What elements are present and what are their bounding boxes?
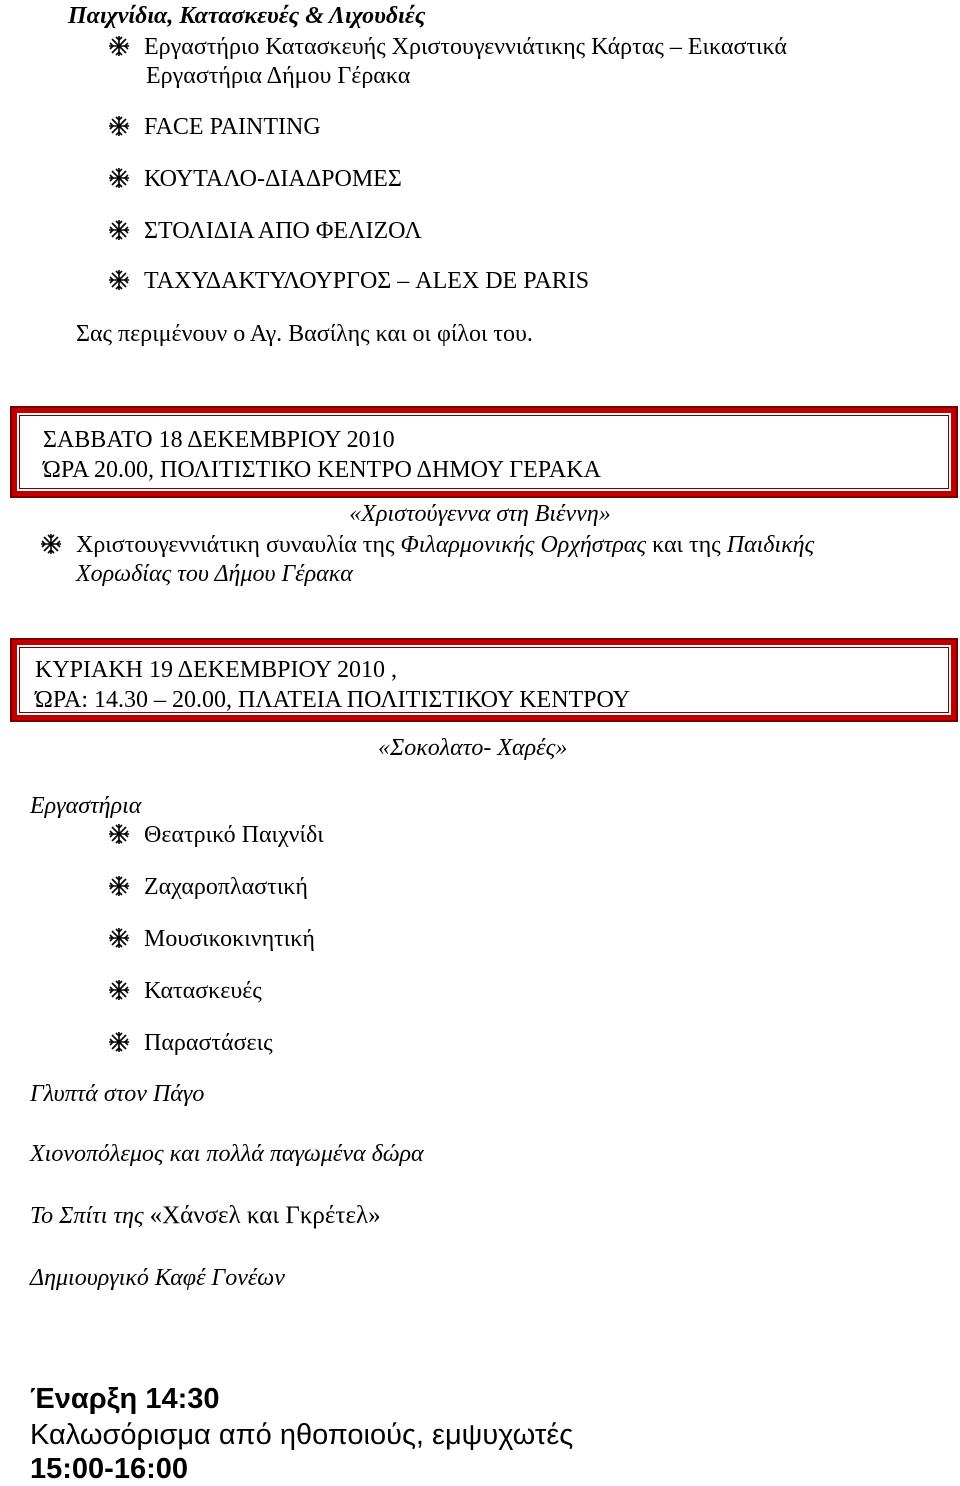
house-heading-title: «Χάνσελ και Γκρέτελ» (149, 1202, 381, 1229)
event-time-place: ΏΡΑ: 14.30 – 20.00, ΠΛΑΤΕΙΑ ΠΟΛΙΤΙΣΤΙΚΟΥ ΚΕΝΤΡΟΥ (35, 687, 630, 713)
workshop-item: Κατασκευές (144, 978, 262, 1004)
snowflake-icon (108, 35, 130, 57)
welcome-text: Καλωσόρισμα από ηθοποιούς, εμψυχωτές (30, 1419, 574, 1451)
workshop-item: Θεατρικό Παιχνίδι (144, 822, 324, 848)
list-item (108, 112, 321, 141)
snowflake-icon (108, 979, 130, 1001)
bullet-text: ΣΤΟΛΙΔΙΑ ΑΠΟ ΦΕΛΙΖΟΛ (144, 218, 422, 244)
snowflake-icon (108, 219, 130, 241)
orchestra-name: Φιλαρμονικής Ορχήστρας (400, 532, 647, 558)
snowflake-icon (108, 269, 130, 291)
bullet-text: ΚΟΥΤΑΛΟ-ΔΙΑΔΡΟΜΕΣ (144, 166, 402, 192)
bullet-text-continuation: Εργαστήρια Δήμου Γέρακα (146, 63, 411, 89)
event-date: ΚΥΡΙΑΚΗ 19 ΔΕΚΕΜΒΡΙΟΥ 2010 , (35, 657, 398, 683)
event-title: «Χριστούγεννα στη Βιέννη» (349, 501, 611, 527)
snowflake-icon (40, 533, 62, 555)
workshop-item: Μουσικοκινητική (144, 926, 315, 952)
choir-name: Παιδικής (726, 532, 815, 558)
list-item (108, 164, 402, 193)
house-heading (30, 1202, 381, 1230)
choir-name-continuation: Χορωδίας του Δήμου Γέρακα (76, 561, 353, 587)
snowflake-icon (108, 927, 130, 949)
list-item (108, 924, 315, 953)
workshops-heading: Εργαστήρια (30, 793, 142, 819)
list-item (108, 32, 934, 61)
snowball-heading: Χιονοπόλεμος και πολλά παγωμένα δώρα (30, 1141, 424, 1167)
event-description-join: και της (646, 532, 727, 558)
list-item (108, 872, 308, 901)
snowflake-icon (108, 1031, 130, 1053)
workshop-item: Παραστάσεις (144, 1030, 273, 1056)
event-date: ΣΑΒΒΑΤΟ 18 ΔΕΚΕΜΒΡΙΟΥ 2010 (43, 427, 395, 453)
bullet-text: ΤΑΧΥΔΑΚΤΥΛΟΥΡΓΟΣ – ALEX DE PARIS (144, 268, 590, 294)
snowflake-icon (108, 115, 130, 137)
event-box-sunday (12, 640, 956, 720)
snowflake-icon (108, 823, 130, 845)
event-description: Χριστουγεννιάτικη συναυλία της (76, 532, 401, 558)
list-item (108, 1028, 273, 1057)
house-heading-prefix: Το Σπίτι της (30, 1203, 150, 1229)
sculptures-heading: Γλυπτά στον Πάγο (30, 1081, 205, 1107)
start-time: Έναρξη 14:30 (30, 1383, 220, 1415)
list-item (108, 976, 262, 1005)
event-box-saturday (12, 408, 956, 496)
list-item (108, 216, 422, 245)
section-heading-games: Παιχνίδια, Κατασκευές & Λιχουδιές (68, 3, 426, 29)
bullet-text: Εργαστήριο Κατασκευής Χριστουγεννιάτικης Κάρτας – Εικαστικά (144, 34, 787, 60)
event-time-place: ΏΡΑ 20.00, ΠΟΛΙΤΙΣΤΙΚΟ ΚΕΝΤΡΟ ΔΗΜΟΥ ΓΕΡΑΚΑ (43, 457, 601, 483)
list-item (40, 530, 814, 559)
bullet-text: FACE PAINTING (144, 114, 321, 140)
parents-cafe-heading: Δημιουργικό Καφέ Γονέων (30, 1265, 285, 1291)
event-title: «Σοκολατο- Χαρές» (378, 735, 568, 761)
list-item (108, 820, 324, 849)
workshop-item: Ζαχαροπλαστική (144, 874, 308, 900)
closing-text: Σας περιμένουν ο Αγ. Βασίλης και οι φίλοι του. (76, 321, 533, 347)
snowflake-icon (108, 875, 130, 897)
time-slot: 15:00-16:00 (30, 1453, 188, 1485)
snowflake-icon (108, 167, 130, 189)
list-item (108, 266, 589, 295)
